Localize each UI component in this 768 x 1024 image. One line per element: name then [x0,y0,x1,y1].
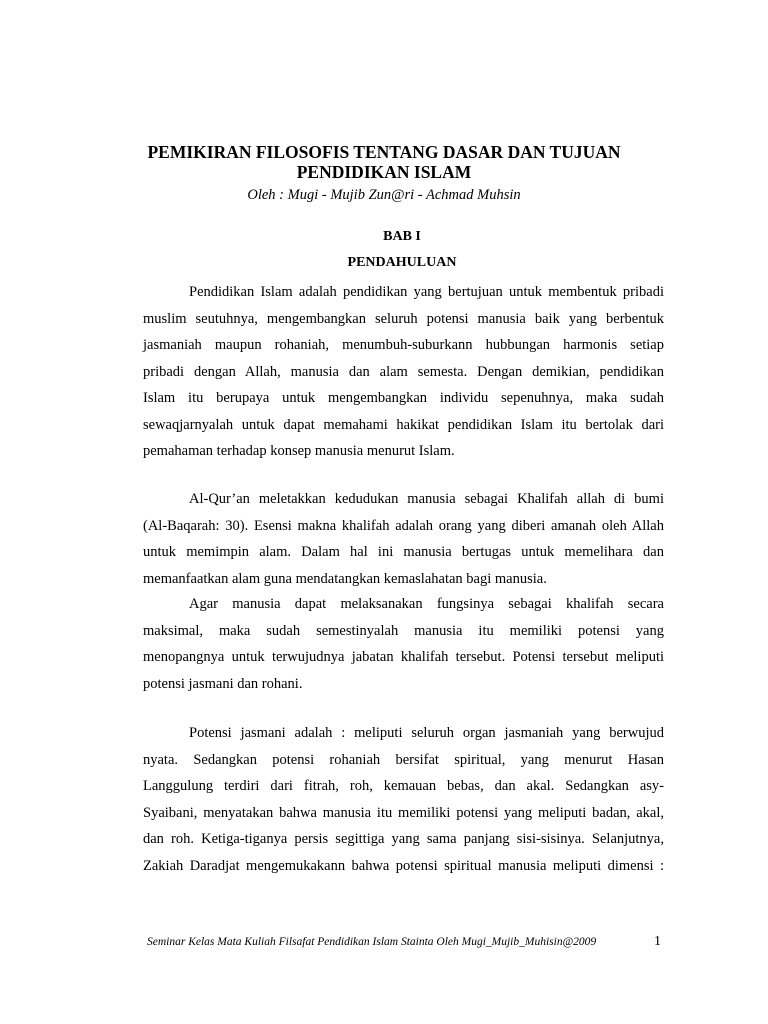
paragraph-line: Potensi jasmani adalah : meliputi seluruh organ jasmaniah yang berwujud [189,725,664,741]
paragraph-line: menopangnya untuk terwujudnya jabatan khalifah tersebut. Potensi tersebut meliputi [143,649,664,665]
paragraph-line: Langgulung terdiri dari fitrah, roh, kemauan bebas, dan akal. Sedangkan asy- [143,778,664,794]
page-number: 1 [654,934,661,949]
paragraph-line: Syaibani, menyatakan bahwa manusia itu memiliki potensi yang meliputi badan, akal, [143,804,664,821]
paragraph-line: Al-Qur’an meletakkan kedudukan manusia sebagai Khalifah allah di bumi [189,491,664,507]
document-byline: Oleh : Mugi - Mujib Zun@ri - Achmad Muhsin [247,187,521,203]
paragraph-line: nyata. Sedangkan potensi rohaniah bersifat spiritual, yang menurut Hasan [143,751,664,768]
paragraph-line: jasmaniah maupun rohaniah, menumbuh-suburkann hubbungan harmonis setiap [143,337,664,353]
paragraph-1 [143,279,664,465]
paragraph-line: Agar manusia dapat melaksanakan fungsinya sebagai khalifah secara [189,596,664,612]
paragraph-2 [143,486,664,592]
paragraph-line: Zakiah Daradjat mengemukakann bahwa potensi spiritual manusia meliputi dimensi : [143,857,664,874]
paragraph-line: memanfaatkan alam guna mendatangkan kemaslahatan bagi manusia. [143,570,547,587]
paragraph-4 [143,720,664,879]
title-block [0,142,768,204]
paragraph-line: pemahaman terhadap konsep manusia menurut Islam. [143,443,455,459]
paragraph-line: Islam itu berupaya untuk mengembangkan individu sepenuhnya, maka sudah [143,390,664,406]
paragraph-line: dan roh. Ketiga-tiganya persis segittiga yang sama panjang sisi-sisinya. Selanjutnya, [143,831,664,847]
paragraph-line: potensi jasmani dan rohani. [143,675,303,692]
page-footer: Seminar Kelas Mata Kuliah Filsafat Pendidikan Islam Stainta Oleh Mugi_Mujib_Muhisin@2009 [147,936,597,948]
paragraph-line: untuk memimpin alam. Dalam hal ini manusia bertugas untuk memelihara dan [143,544,664,560]
paragraph-line: muslim seutuhnya, mengembangkan seluruh potensi manusia baik yang berbentuk [143,310,664,327]
section-heading: PENDAHULUAN [347,255,457,270]
paragraph-line: maksimal, maka sudah semestinyalah manusia itu memiliki potensi yang [143,622,664,639]
chapter-heading: BAB I [383,229,421,244]
paragraph-line: sewaqjarnyalah untuk dapat memahami hakikat pendidikan Islam itu bertolak dari [143,416,664,433]
document-title: PEMIKIRAN FILOSOFIS TENTANG DASAR DAN TUJUAN PENDIDIKAN ISLAM [147,142,621,182]
paragraph-line: Pendidikan Islam adalah pendidikan yang bertujuan untuk membentuk pribadi [189,284,664,300]
paragraph-line: pribadi dengan Allah, manusia dan alam semesta. Dengan demikian, pendidikan [143,363,664,380]
paragraph-3 [143,591,664,697]
paragraph-line: (Al-Baqarah: 30). Esensi makna khalifah adalah orang yang diberi amanah oleh Allah [143,517,664,534]
